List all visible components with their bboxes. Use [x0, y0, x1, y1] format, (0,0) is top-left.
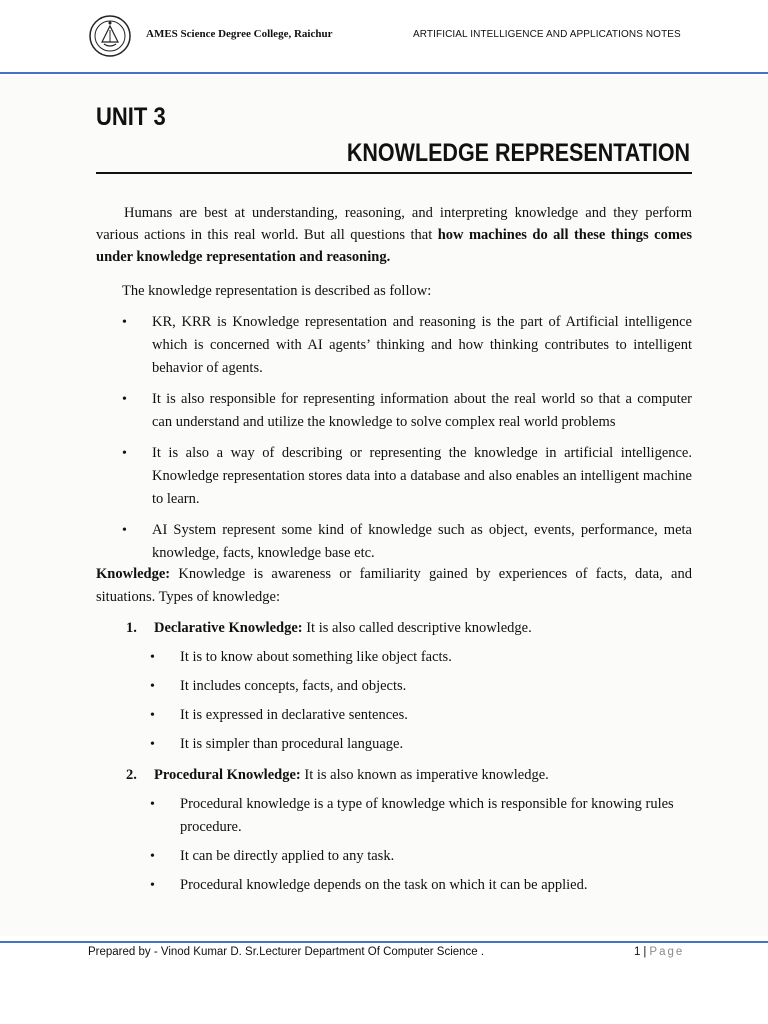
- item-text: It is also known as imperative knowledge.: [300, 767, 549, 783]
- point-text: It is to know about something like object facts.: [180, 649, 452, 665]
- page-indicator: [634, 946, 684, 958]
- bullet-text: It is also a way of describing or representing the knowledge in artificial intelligence. Knowledge representation stores data into a database and also enables an intelligent machine to learn.: [152, 445, 692, 507]
- knowledge-label: Knowledge:: [96, 566, 171, 582]
- list-item: [150, 874, 692, 897]
- item-number: 2.: [126, 767, 137, 783]
- bullet-icon: •: [150, 708, 155, 723]
- knowledge-definition: [96, 563, 692, 609]
- footer-divider: [0, 941, 768, 943]
- item-number: 1.: [126, 620, 137, 636]
- point-text: It is expressed in declarative sentences.: [180, 707, 408, 723]
- bullet-icon: •: [150, 679, 155, 694]
- item-text: It is also called descriptive knowledge.: [302, 620, 532, 636]
- bullet-icon: •: [150, 878, 155, 893]
- kr-bullet-list: [122, 311, 692, 573]
- header-divider: [0, 72, 768, 74]
- bullet-icon: •: [122, 392, 127, 407]
- list-item: [122, 442, 692, 511]
- procedural-points: [150, 793, 692, 903]
- college-logo-icon: [88, 14, 132, 58]
- intro-bold-text: how machines do all these things comes under knowledge representation and reasoning: [96, 227, 692, 265]
- list-item: [150, 845, 692, 868]
- bullet-icon: •: [150, 650, 155, 665]
- declarative-points: [150, 646, 692, 762]
- bullet-text: AI System represent some kind of knowledge such as object, events, performance, meta knowledge, facts, knowledge base etc.: [152, 522, 692, 561]
- point-text: It can be directly applied to any task.: [180, 848, 395, 864]
- bullet-icon: •: [122, 315, 127, 330]
- list-item: [150, 733, 692, 756]
- point-text: It includes concepts, facts, and objects.: [180, 678, 407, 694]
- intro-text: Humans are best at understanding, reasoning, and interpreting knowledge and they perform various actions in this real world. But all questions that: [96, 205, 692, 243]
- list-item: [150, 704, 692, 727]
- title-divider: [96, 172, 692, 174]
- notes-title: ARTIFICIAL INTELLIGENCE AND APPLICATIONS NOTES: [413, 29, 681, 40]
- list-item: [150, 646, 692, 669]
- page-label: Page: [649, 946, 685, 958]
- bullet-icon: •: [150, 737, 155, 752]
- point-text: Procedural knowledge depends on the task on which it can be applied.: [180, 877, 588, 893]
- list-item: [122, 519, 692, 565]
- list-item: [150, 675, 692, 698]
- knowledge-text: Knowledge is awareness or familiarity gained by experiences of facts, data, and situations. Types of knowledge:: [96, 566, 692, 605]
- bullet-icon: •: [150, 797, 155, 812]
- list-item: [122, 311, 692, 380]
- page-separator: |: [643, 946, 647, 958]
- list-item: [150, 793, 692, 839]
- point-text: It is simpler than procedural language.: [180, 736, 404, 752]
- procedural-knowledge-item: [126, 764, 692, 786]
- bullet-text: KR, KRR is Knowledge representation and reasoning is the part of Artificial intelligence which is concerned with AI agents’ thinking and how thinking contributes to intelligent behavior of agents.: [152, 314, 692, 376]
- intro-paragraph: [96, 202, 692, 268]
- page-number: 1: [634, 946, 641, 958]
- bullet-icon: •: [122, 523, 127, 538]
- bullet-text: It is also responsible for representing information about the real world so that a computer can understand and utilize the knowledge to solve complex real world problems: [152, 391, 692, 430]
- unit-heading: UNIT 3: [96, 103, 166, 131]
- prepared-by: Prepared by - Vinod Kumar D. Sr.Lecturer Department Of Computer Science .: [88, 946, 485, 958]
- point-text: Procedural knowledge is a type of knowledge which is responsible for knowing rules procedure.: [180, 796, 674, 835]
- bullet-icon: •: [150, 849, 155, 864]
- item-label: Declarative Knowledge:: [154, 620, 303, 636]
- described-as-text: The knowledge representation is described as follow:: [122, 283, 432, 299]
- bullet-icon: •: [122, 446, 127, 461]
- college-name: AMES Science Degree College, Raichur: [146, 28, 333, 40]
- item-label: Procedural Knowledge:: [154, 767, 301, 783]
- intro-end: .: [386, 249, 391, 265]
- page-header: [0, 0, 768, 76]
- section-title: KNOWLEDGE REPRESENTATION: [346, 139, 690, 167]
- list-item: [122, 388, 692, 434]
- declarative-knowledge-item: [126, 617, 692, 639]
